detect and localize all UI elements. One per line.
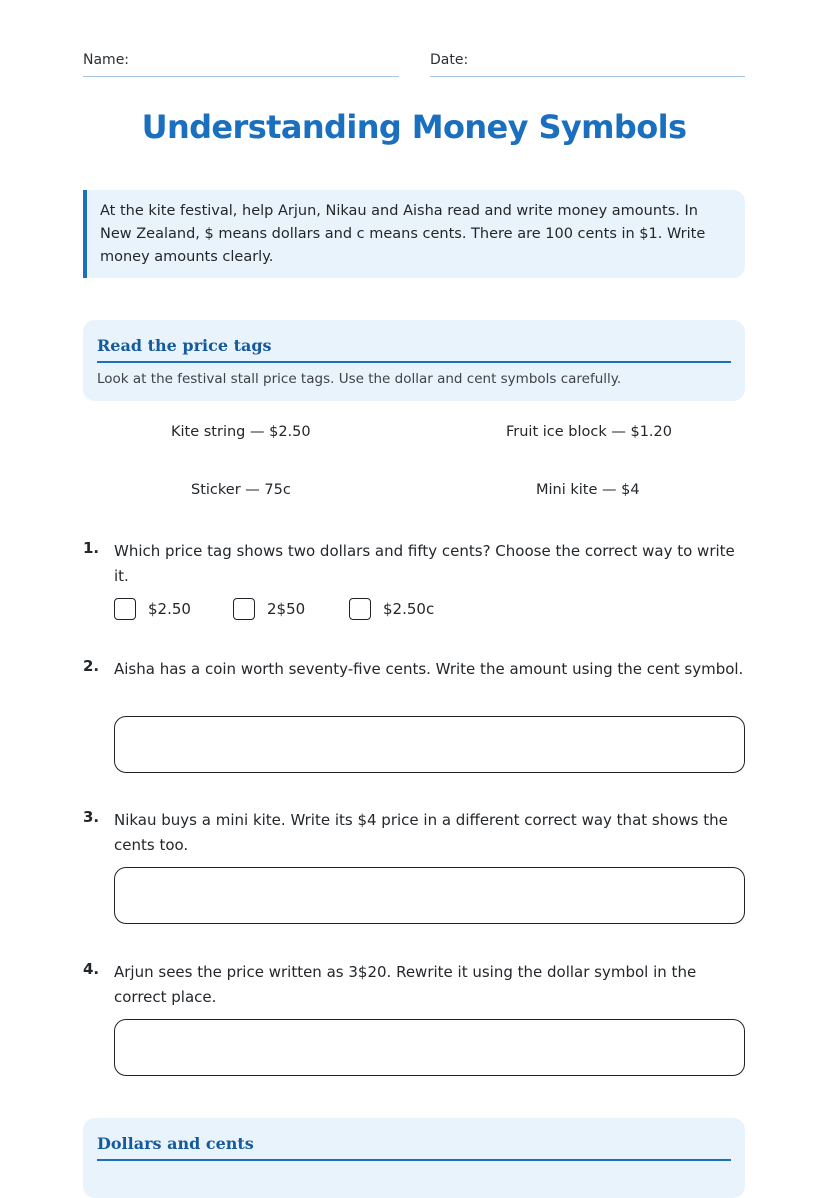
page-title: Understanding Money Symbols xyxy=(141,108,687,146)
name-line[interactable] xyxy=(83,76,399,77)
question-number: 4. xyxy=(83,960,100,978)
checkbox[interactable] xyxy=(114,598,136,620)
checkbox[interactable] xyxy=(233,598,255,620)
option-1[interactable] xyxy=(114,598,191,620)
option-label: $2.50 xyxy=(148,600,191,618)
checkbox[interactable] xyxy=(349,598,371,620)
question-number: 3. xyxy=(83,808,100,826)
name-label: Name: xyxy=(83,52,130,68)
date-line[interactable] xyxy=(430,76,745,77)
date-label: Date: xyxy=(430,52,469,68)
section-heading: Dollars and cents xyxy=(97,1134,731,1161)
answer-box-3[interactable] xyxy=(114,867,745,924)
section-subtitle: Look at the festival stall price tags. Use the dollar and cent symbols carefully. xyxy=(97,371,622,387)
question-text: Arjun sees the price written as 3$20. Rewrite it using the dollar symbol in the correct place. xyxy=(114,963,697,1006)
price-tag-ice-block: Fruit ice block — $1.20 xyxy=(506,424,672,440)
answer-box-2[interactable] xyxy=(114,716,745,773)
answer-box-4[interactable] xyxy=(114,1019,745,1076)
section-price-tags xyxy=(83,320,745,401)
section-dollars-cents xyxy=(83,1118,745,1198)
price-tag-sticker: Sticker — 75c xyxy=(191,482,291,498)
option-2[interactable] xyxy=(233,598,305,620)
question-text: Which price tag shows two dollars and fifty cents? Choose the correct way to write it. xyxy=(114,542,735,585)
question-text: Nikau buys a mini kite. Write its $4 price in a different correct way that shows the cents too. xyxy=(114,811,728,854)
price-tag-mini-kite: Mini kite — $4 xyxy=(536,482,640,498)
section-heading: Read the price tags xyxy=(97,336,731,363)
option-3[interactable] xyxy=(349,598,434,620)
option-label: $2.50c xyxy=(383,600,435,618)
question-number: 1. xyxy=(83,539,100,557)
intro-callout: At the kite festival, help Arjun, Nikau and Aisha read and write money amounts. In New Zealand, $ means dollars and c means cents. There are 100 cents in $1. Write money amounts clearly. xyxy=(83,190,745,278)
question-number: 2. xyxy=(83,657,100,675)
question-text: Aisha has a coin worth seventy-five cents. Write the amount using the cent symbol. xyxy=(114,660,744,678)
option-label: 2$50 xyxy=(267,600,306,618)
price-tag-kite-string: Kite string — $2.50 xyxy=(171,424,311,440)
